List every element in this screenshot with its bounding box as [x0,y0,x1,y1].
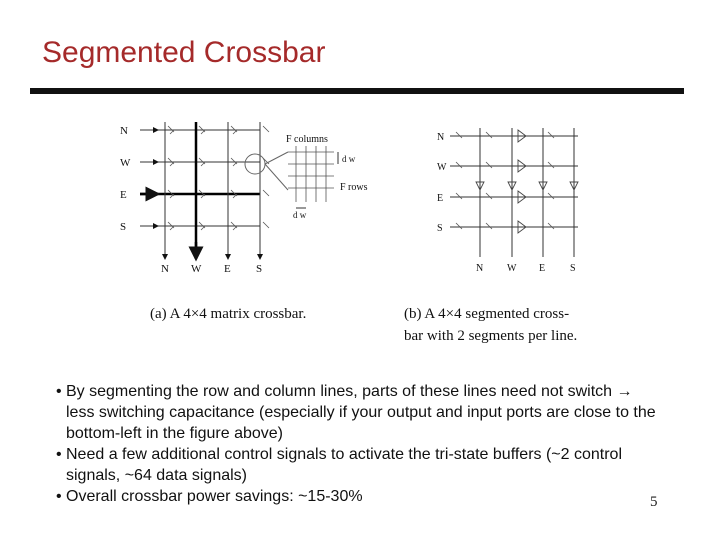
page-number: 5 [650,494,658,510]
left-row-label: N [120,125,128,137]
caption-matrix-crossbar: (a) A 4×4 matrix crossbar. [150,306,307,322]
right-row-label: S [437,223,443,234]
right-row-label: N [437,132,445,143]
left-row-label: S [120,221,127,233]
bullet-dot: • [56,488,62,505]
annotation-f-rows: F rows [340,182,368,193]
bullet-list [56,381,656,507]
bullet-text: less switching capacitance (especially if your output and input ports are close to the bottom-left in the figure above) [66,404,656,442]
left-row-label: W [120,157,131,169]
annotation-f-columns: F columns [286,134,328,145]
bullet-item [56,381,656,444]
caption-segmented-line2: bar with 2 segments per line. [404,328,578,344]
left-col-label: W [191,263,202,275]
segmented-crossbar-diagram [450,128,578,257]
right-row-label: W [437,162,447,173]
title-divider [30,88,684,94]
bullet-dot: • [56,383,62,400]
slide-title: Segmented Crossbar [42,36,326,69]
annotation-dw-vertical: d w [342,154,356,164]
crossbar-figure [110,112,630,352]
bullet-item [56,486,656,507]
caption-segmented-line1: (b) A 4×4 segmented cross- [404,306,570,322]
right-col-label: S [570,263,576,274]
left-col-label: S [256,263,263,275]
bullet-text: By segmenting the row and column lines, parts of these lines need not switch [66,383,617,400]
left-col-label: E [224,263,231,275]
annotation-dw-horizontal: d w [293,210,307,220]
right-row-label: E [437,193,444,204]
arrow-icon: → [616,383,633,400]
right-col-label: E [539,263,546,274]
right-col-label: W [507,263,517,274]
left-col-label: N [161,263,169,275]
bullet-dot: • [56,446,62,463]
bullet-text: Overall crossbar power savings: ~15-30% [66,488,363,505]
right-col-label: N [476,263,484,274]
bullet-item [56,444,656,486]
left-row-label: E [120,189,127,201]
bullet-text: Need a few additional control signals to activate the tri-state buffers (~2 control signals, ~64 data signals) [66,446,623,484]
